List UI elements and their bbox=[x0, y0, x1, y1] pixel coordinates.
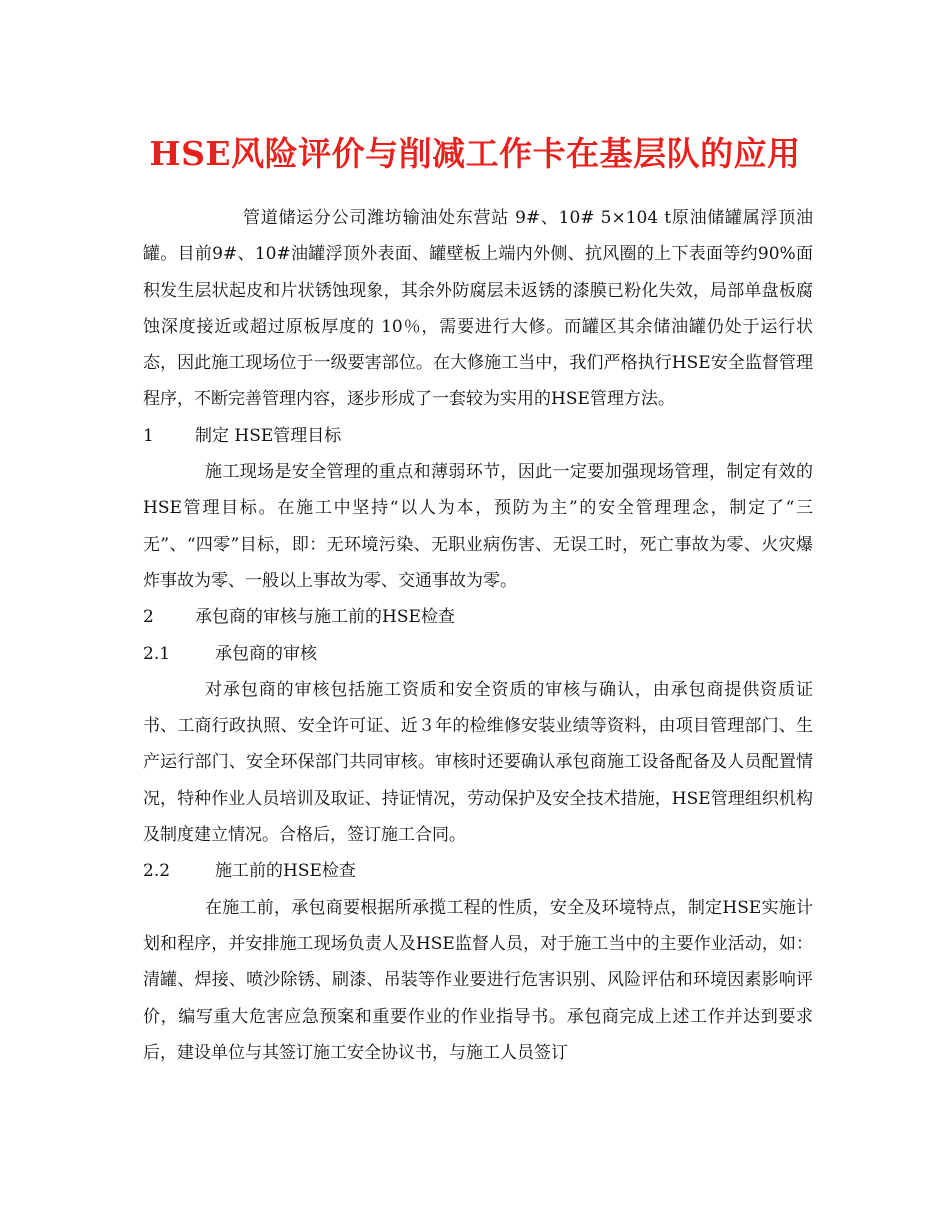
section-2-1-title: 承包商的审核 bbox=[215, 643, 317, 664]
document-title: HSE风险评价与削减工作卡在基层队的应用 bbox=[149, 134, 801, 173]
section-2-heading bbox=[143, 599, 813, 635]
section-1-title: 制定 HSE管理目标 bbox=[195, 425, 342, 446]
document-body bbox=[143, 200, 813, 1071]
intro-paragraph: 管道储运分公司潍坊输油处东营站 9#、10# 5×104 t原油储罐属浮顶油罐。目前9#、10#油罐浮顶外表面、罐壁板上端内外侧、抗风圈的上下表面等约90%面积发生层状起皮和片状锈蚀现象，其余外防腐层未返锈的漆膜已粉化失效，局部单盘板腐蚀深度接近或超过原板厚度的 10％，需要进行大修。而罐区其余储油罐仍处于运行状态，因此施工现场位于一级要害部位。在大修施工当中，我们严格执行HSE安全监督管理程序，不断完善管理内容，逐步形成了一套较为实用的HSE管理方法。 bbox=[143, 208, 813, 410]
section-1-heading bbox=[143, 418, 813, 454]
section-2-2-title: 施工前的HSE检查 bbox=[215, 861, 356, 882]
section-1-paragraph: 施工现场是安全管理的重点和薄弱环节，因此一定要加强现场管理，制定有效的HSE管理目标。在施工中坚持“以人为本，预防为主”的安全管理理念，制定了“三无”、“四零”目标，即：无环境污染、无职业病伤害、无误工时，死亡事故为零、火灾爆炸事故为零、一般以上事故为零、交通事故为零。 bbox=[143, 462, 813, 591]
section-2-1-number: 2.1 bbox=[143, 643, 171, 664]
section-1-number: 1 bbox=[143, 425, 154, 446]
section-2-title: 承包商的审核与施工前的HSE检查 bbox=[195, 607, 455, 628]
section-2-2-paragraph: 在施工前，承包商要根据所承揽工程的性质，安全及环境特点，制定HSE实施计划和程序，并安排施工现场负责人及HSE监督人员，对于施工当中的主要作业活动，如：清罐、焊接、喷沙除锈、刷漆、吊装等作业要进行危害识别、风险评估和环境因素影响评价，编写重大危害应急预案和重要作业的作业指导书。承包商完成上述工作并达到要求后，建设单位与其签订施工安全协议书，与施工人员签订 bbox=[143, 897, 813, 1063]
section-2-2-heading bbox=[143, 853, 813, 889]
section-2-1-paragraph: 对承包商的审核包括施工资质和安全资质的审核与确认，由承包商提供资质证书、工商行政执照、安全许可证、近３年的检维修安装业绩等资料，由项目管理部门、生产运行部门、安全环保部门共同审核。审核时还要确认承包商施工设备配备及人员配置情况，特种作业人员培训及取证、持证情况，劳动保护及安全技术措施，HSE管理组织机构及制度建立情况。合格后，签订施工合同。 bbox=[143, 679, 813, 846]
section-2-number: 2 bbox=[143, 607, 154, 628]
section-2-2-number: 2.2 bbox=[143, 861, 171, 882]
section-2-1-heading bbox=[143, 636, 813, 672]
